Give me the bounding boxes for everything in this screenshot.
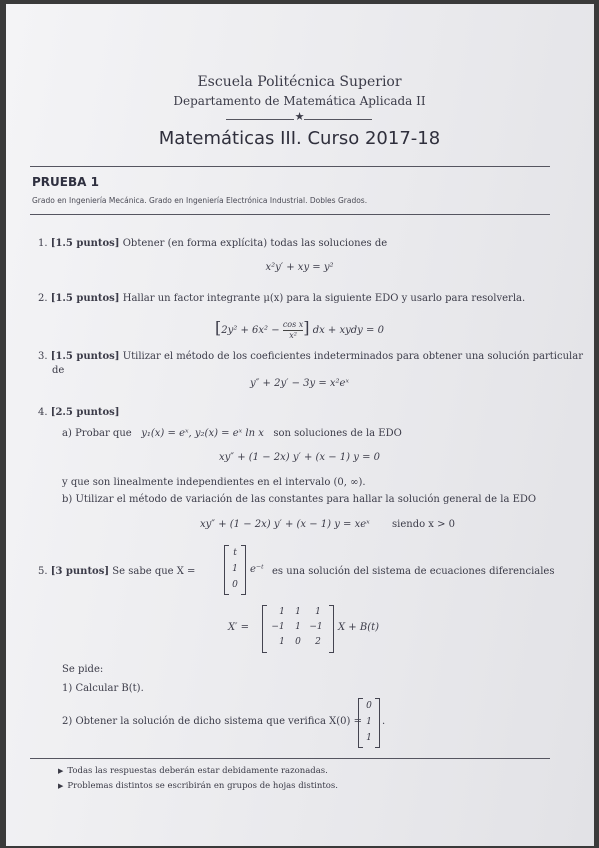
bullet-icon: ▶ [58,767,64,775]
matrix-entry: 1 [295,622,301,632]
vector-entry: 1 [366,717,372,727]
problem-4: 4. [2.5 puntos] [38,407,120,418]
problem-4b-equation: xy″ + (1 − 2x) y′ + (x − 1) y = xeˣ [200,519,370,530]
problem-4a-equation: xy″ + (1 − 2x) y′ + (x − 1) y = 0 [219,452,380,463]
problem-1: 1. [1.5 puntos] Obtener (en forma explícita) todas las soluciones de [38,238,388,249]
divider-right [304,119,372,120]
fraction-numerator: cos x [282,320,304,329]
period: . [382,716,386,727]
fraction-denominator: x² [289,331,297,340]
top-rule [30,166,550,167]
star-icon: ★ [294,110,305,123]
matrix-entry: 1 [279,607,285,617]
matrix-entry: 1 [279,637,285,647]
problem-4b-condition: siendo x > 0 [392,519,456,530]
matrix-entry: 0 [295,637,301,647]
exp-factor: e⁻ᵗ [250,564,264,575]
bullet-icon: ▶ [58,782,64,790]
problem-4a-independence: y que son linealmente independientes en el intervalo (0, ∞). [62,477,366,488]
problem-3-equation: y″ + 2y′ − 3y = x²eˣ [249,378,349,389]
matrix-entry: −1 [271,622,285,632]
vector-entry: 0 [366,701,372,711]
solution-vector [224,545,246,595]
vector-entry: 0 [232,580,238,590]
note-2: ▶ Problemas distintos se escribirán en grupos de hojas distintos. [58,781,338,791]
problem-2: 2. [1.5 puntos] Hallar un factor integrante μ(x) para la siguiente EDO y usarlo para resolverla. [38,293,526,304]
system-rhs: X + B(t) [338,622,380,633]
problem-1-equation: x²y′ + xy = y² [265,262,334,273]
problem-2-equation: [2y² + 6x² − $\frac{\text{cos x}}{\text{x²}}$ ] dx + xydy = 0 [215,318,384,340]
problem-4b: b) Utilizar el método de variación de las constantes para hallar la solución general de la EDO [62,494,537,505]
system-lhs: X′ = [228,622,249,633]
matrix-entry: 2 [315,637,321,647]
vector-entry: 1 [366,733,372,743]
problem-3-cont: de [52,365,65,376]
matrix-entry: 1 [315,607,321,617]
coefficient-matrix [262,605,334,653]
department-name: Departamento de Matemática Aplicada II [173,94,426,108]
initial-vector [358,698,380,748]
se-pide-label: Se pide: [62,664,104,675]
footer-rule [30,758,550,759]
problem-5-q1: 1) Calcular B(t). [62,683,144,694]
matrix-entry: −1 [309,622,323,632]
problem-4a: a) Probar que y₁(x) = eˣ, y₂(x) = eˣ ln x son soluciones de la EDO [62,428,402,439]
vector-entry: t [233,548,237,558]
problem-5-q2: 2) Obtener la solución de dicho sistema que verifica X(0) = [62,716,362,727]
problem-5-text: es una solución del sistema de ecuaciones diferenciales [272,566,555,577]
school-name: Escuela Politécnica Superior [197,74,402,90]
problem-3: 3. [1.5 puntos] Utilizar el método de los coeficientes indeterminados para obtener una solución particular [38,351,583,362]
vector-entry: 1 [232,564,238,574]
header-bottom-rule [30,214,550,215]
problem-5: 5. [3 puntos] Se sabe que X = [38,566,196,577]
matrix-entry: 1 [295,607,301,617]
degrees-line: Grado en Ingeniería Mecánica. Grado en Ingeniería Electrónica Industrial. Dobles Grados. [32,196,368,205]
course-title: Matemáticas III. Curso 2017-18 [158,128,441,149]
exam-title: PRUEBA 1 [32,175,99,189]
note-1: ▶ Todas las respuestas deberán estar debidamente razonadas. [58,766,328,776]
